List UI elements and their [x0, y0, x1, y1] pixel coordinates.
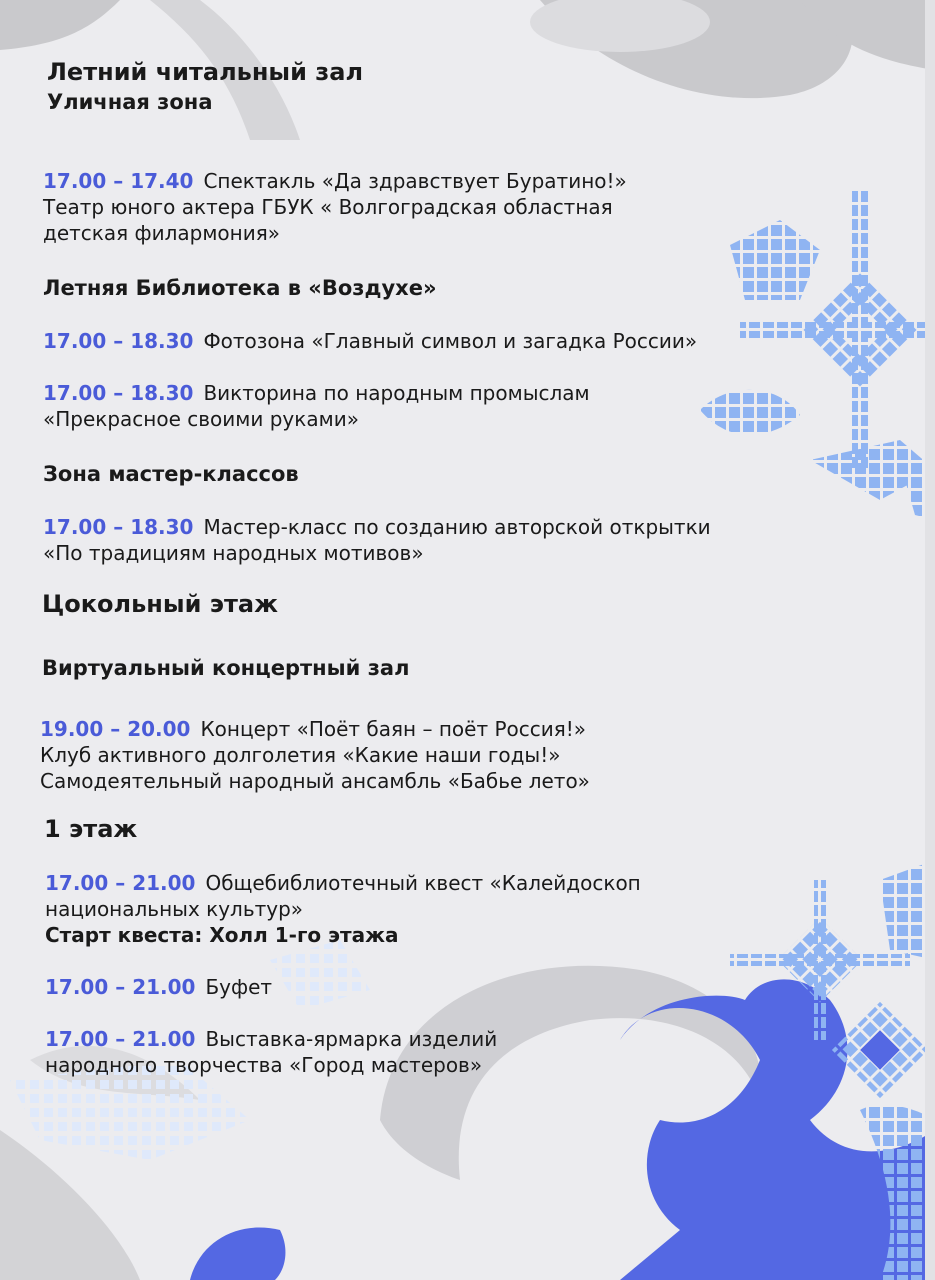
section-title-reading-room: Летний читальный зал [47, 58, 364, 86]
section-title-basement: Цокольный этаж [42, 590, 278, 618]
event-time: 17.00 – 17.40 [43, 169, 194, 193]
event-text: Концерт «Поёт баян – поёт Россия!» [200, 717, 587, 741]
subsection-street-zone: Уличная зона [47, 90, 213, 114]
subsection-master-zone: Зона мастер-классов [43, 462, 299, 486]
event-text: Выставка-ярмарка изделий [205, 1027, 498, 1051]
section-title-first-floor: 1 этаж [44, 815, 138, 843]
event-text: детская филармония» [43, 221, 281, 245]
event-time: 19.00 – 20.00 [40, 717, 191, 741]
event-time: 17.00 – 18.30 [43, 329, 194, 353]
event-text: Театр юного актера ГБУК « Волгоградская областная [43, 195, 613, 219]
event-text: Спектакль «Да здравствует Буратино!» [203, 169, 627, 193]
event-time: 17.00 – 18.30 [43, 381, 194, 405]
event-text: «По традициям народных мотивов» [43, 541, 424, 565]
event-photozone [43, 328, 697, 354]
subsection-virtual-hall: Виртуальный концертный зал [42, 656, 410, 680]
event-buratino [43, 168, 627, 246]
event-time: 17.00 – 18.30 [43, 515, 194, 539]
event-text: Клуб активного долголетия «Какие наши годы!» [40, 743, 561, 767]
event-time: 17.00 – 21.00 [45, 871, 196, 895]
event-quiz [43, 380, 590, 432]
event-text: «Прекрасное своими руками» [43, 407, 359, 431]
event-text: национальных культур» [45, 897, 304, 921]
event-text: Мастер-класс по созданию авторской открытки [203, 515, 711, 539]
event-text: Викторина по народным промыслам [203, 381, 590, 405]
event-text: Самодеятельный народный ансамбль «Бабье лето» [40, 769, 590, 793]
event-text: народного творчества «Город мастеров» [45, 1053, 483, 1077]
event-text: Общебиблиотечный квест «Калейдоскоп [205, 871, 641, 895]
event-masterclass [43, 514, 711, 566]
event-concert [40, 716, 590, 794]
event-time: 17.00 – 21.00 [45, 1027, 196, 1051]
event-fair [45, 1026, 497, 1078]
event-text: Фотозона «Главный символ и загадка России» [203, 329, 698, 353]
event-time: 17.00 – 21.00 [45, 975, 196, 999]
event-text: Буфет [205, 975, 273, 999]
event-quest-start: Старт квеста: Холл 1-го этажа [45, 923, 399, 947]
event-buffet [45, 974, 272, 1000]
subsection-library-air: Летняя Библиотека в «Воздухе» [43, 276, 437, 300]
event-quest [45, 870, 641, 948]
